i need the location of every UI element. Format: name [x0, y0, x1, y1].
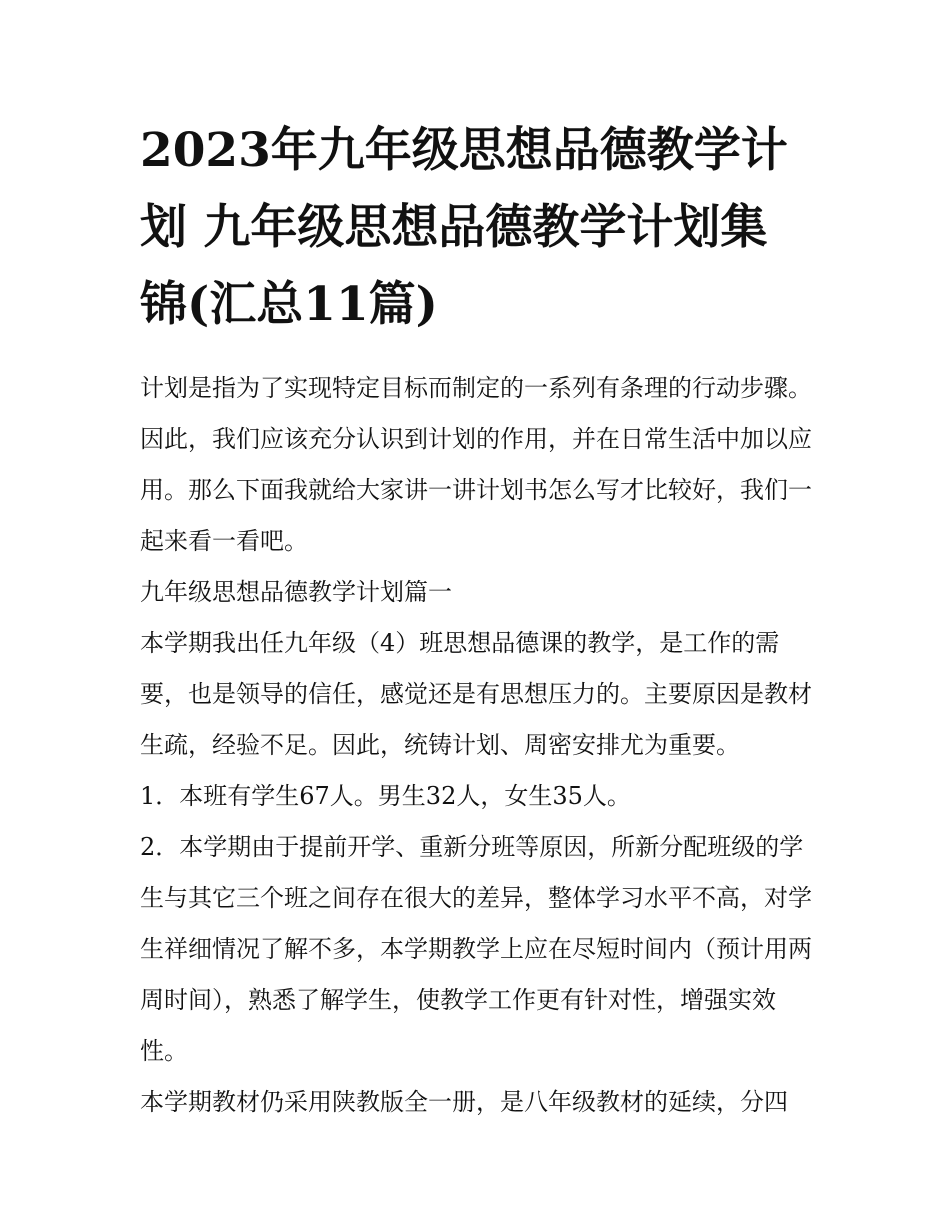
list-item-1: 1．本班有学生67人。男生32人，女生35人。: [140, 782, 631, 810]
body-paragraph-continued: 本学期教材仍采用陕教版全一册，是八年级教材的延续，分四: [140, 1088, 788, 1116]
section-heading: 九年级思想品德教学计划篇一: [140, 578, 452, 606]
document-title: 2023年九年级思想品德教学计划 九年级思想品德教学计划集锦(汇总11篇): [140, 123, 788, 332]
list-item-2: 2．本学期由于提前开学、重新分班等原因，所新分配班级的学生与其它三个班之间存在很大的差异，整体学习水平不高，对学生祥细情况了解不多，本学期教学上应在尽短时间内（预计用两周时间），熟悉了解学生，使教学工作更有针对性，增强实效性。: [140, 833, 812, 1065]
body-paragraph: 本学期我出任九年级（4）班思想品德课的教学，是工作的需要，也是领导的信任，感觉还是有思想压力的。主要原因是教材生疏，经验不足。因此，统铸计划、周密安排尤为重要。: [140, 629, 812, 759]
document-page: [140, 112, 812, 1128]
intro-paragraph: 计划是指为了实现特定目标而制定的一系列有条理的行动步骤。因此，我们应该充分认识到计划的作用，并在日常生活中加以应用。那么下面我就给大家讲一讲计划书怎么写才比较好，我们一起来看一看吧。: [140, 374, 812, 555]
